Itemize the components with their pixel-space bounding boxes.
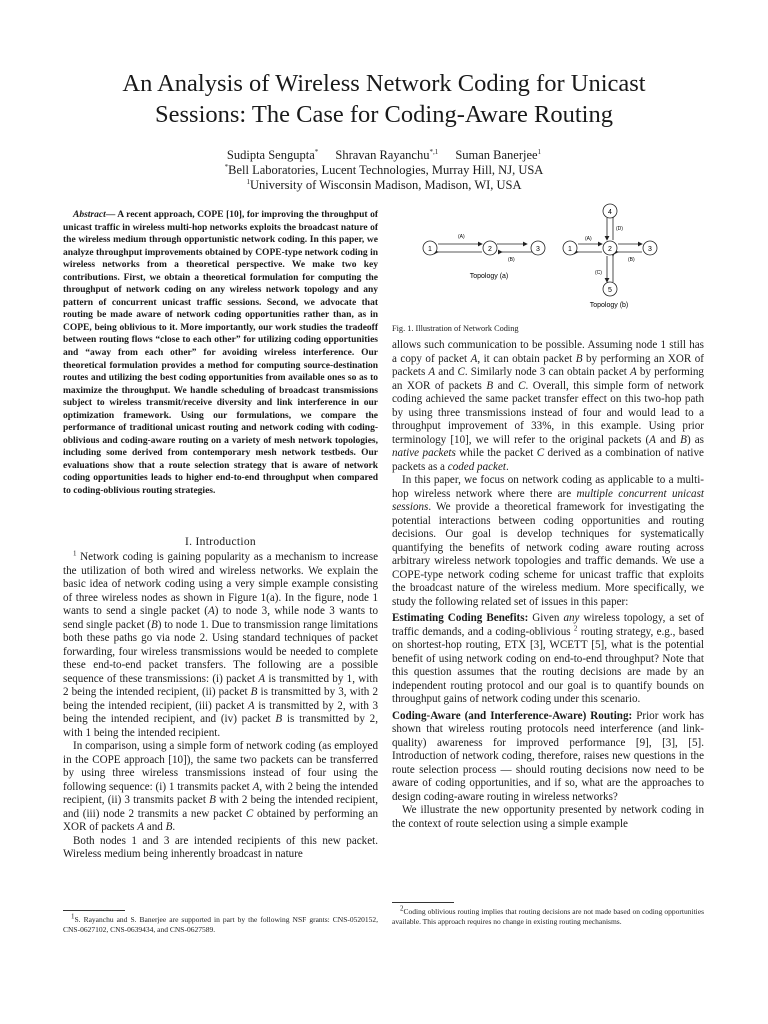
section-heading-introduction: I. Introduction <box>185 536 256 548</box>
svg-text:2: 2 <box>608 246 612 253</box>
intro-paragraph-1: $^1$ Network coding is gaining popularity as a mechanism to increase the utilization of both wired and wireless networks. We explain the basic idea of network coding using a very simple example consisting of three wireless nodes as shown in Figure 1(a). In the figure, node 1 wants to send a single packet (A) to node 3, while node 3 wants to send single packet (B) to node 1. Due to transmission range limitations both these paths go via node 2. Using standard techniques of packet forwarding, four wireless transmissions would be needed to complete these end-to-end packet transfers. The following are a possible sequence of these transmissions: (i) packet A is transmitted by 1, with 2 being the intended recipient, (ii) packet B is transmitted by 3, with 2 being the intended recipient, (iii) packet A is transmitted by 2, with 3 being the intended recipient, and (iv) packet B is transmitted by 2, with 1 being the intended recipient. <box>63 549 379 739</box>
footnote-rule-right <box>392 902 454 903</box>
footnote-2: $^2$Coding oblivious routing implies that routing decisions are not made based on coding opportunities available. This approach requires no change in existing routing mechanisms. <box>392 904 704 926</box>
right-paragraph-2: In this paper, we focus on network coding as applicable to a multi-hop wireless network where there are multiple concurrent unicast sessions. We provide a theoretical framework for investigating the potential interactions between coding opportunities and routing decisions. Our goal is develop techniques for systematically quantifying the benefits of network coding aware routing across arbitrary wireless network topologies and traffic demands. We use a COPE-type network coding scheme for unicast traffic that exploits the broadcast nature of the wireless medium. More specifically, we study the following related set of issues in this paper: <box>392 474 704 608</box>
svg-text:1: 1 <box>428 246 432 253</box>
author-3: Suman Banerjee <box>455 148 538 162</box>
right-paragraph-1: allows such communication to be possible. Assuming node 1 still has a copy of packet A, it can obtain packet B by performing an XOR of packets A and C. Similarly node 3 can obtain packet A by performing an XOR of packets B and C. Overall, this simple form of network coding achieved the same packet transfer effect on this two-hop path by using three transmissions instead of four and would lead to a throughput improvement of 33%, in this example. Using prior terminology [10], we will refer to the original packets (A and B) as native packets while the packet C derived as a combination of native packets as a coded packet. <box>392 339 704 473</box>
title-line-1: An Analysis of Wireless Network Coding for Unicast <box>122 70 646 97</box>
svg-text:(B): (B) <box>508 257 515 263</box>
affiliation-1: *Bell Laboratories, Lucent Technologies, Murray Hill, NJ, USA <box>224 162 544 177</box>
svg-text:(A): (A) <box>585 236 592 242</box>
author-3-mark: 1 <box>537 147 542 156</box>
title-line-2: Sessions: The Case for Coding-Aware Routing <box>155 101 613 128</box>
svg-text:2: 2 <box>488 246 492 253</box>
paper-title <box>60 68 708 130</box>
author-2: Shravan Rayanchu <box>335 148 430 162</box>
intro-paragraph-3: Both nodes 1 and 3 are intended recipients of this new packet. Wireless medium being inherently broadcast in nature <box>63 834 378 860</box>
right-column-text <box>392 339 704 831</box>
svg-text:(B): (B) <box>628 257 635 263</box>
author-1: Sudipta Sengupta <box>226 148 315 162</box>
abstract-label: Abstract <box>73 210 106 220</box>
topology-a <box>423 234 545 280</box>
topology-b-label: Topology (b) <box>589 302 629 309</box>
network-coding-figure <box>392 200 712 318</box>
svg-text:4: 4 <box>608 209 612 216</box>
svg-text:3: 3 <box>536 246 540 253</box>
svg-text:(A): (A) <box>458 234 465 240</box>
svg-text:(C): (C) <box>595 270 602 276</box>
author-2-mark: *,1 <box>429 147 439 156</box>
footnote-1: $^1$S. Rayanchu and S. Banerjee are supported in part by the following NSF grants: CNS-0520152, CNS-0627102, CNS-0639434, and CNS-0627589. <box>63 912 378 934</box>
estimating-coding-benefits: Estimating Coding Benefits: Given any wireless topology, a set of traffic demands, and a coding-oblivious $^2$ routing strategy, e.g., based on shortest-hop routing, ETX [3], WCETT [5], what is the potential benefit of using network coding on end-to-end throughput? Note that this question assumes that the routing decisions are made by an independent routing protocol and our goal is to quantify bounds on throughput gains of network coding under this scenario. <box>392 612 704 705</box>
author-1-mark: * <box>314 147 319 156</box>
figure-caption: Fig. 1. Illustration of Network Coding <box>392 324 519 333</box>
abstract-text: — A recent approach, COPE [10], for improving the throughput of unicast traffic in wireless multi-hop networks exploits the broadcast nature of the wireless medium through opportunistic network coding. In this paper, we analyze throughput improvements obtained by COPE-type network coding in wireless networks from a theoretical perspective. We make two key contributions. First, we obtain a theoretical formulation for computing the throughput of network coding on any wireless network topology and any pattern of concurrent unicast traffic sessions. Second, we advocate that routing be made aware of network coding opportunities rather than, as in COPE, being oblivious to it. More importantly, our work studies the tradeoff between routing flows “close to each other” for utilizing coding opportunities and “away from each other” for avoiding wireless interference. Our theoretical formulation provides a method for computing source-destination routes and utilizing the best coding opportunities from available ones so as to maximize the throughput. We handle scheduling of broadcast transmissions subject to wireless transmit/receive diversity and link interference in our optimization framework. Using our formulations, we compare the performance of traditional unicast routing and network coding with coding-oblivious and coding-aware routing on a variety of mesh network topologies, including some derived from contemporary mesh network testbeds. Our evaluations show that a route selection strategy that is aware of network coding opportunities leads to higher end-to-end throughput when compared to coding-oblivious routing strategies. <box>63 210 378 497</box>
right-paragraph-last: We illustrate the new opportunity presented by network coding in the context of route selection using a simple example <box>392 804 704 830</box>
topology-a-label: Topology (a) <box>469 273 509 280</box>
affiliation-2: $^1$University of Wisconsin Madison, Madison, WI, USA <box>246 177 522 192</box>
topology-b <box>563 204 657 309</box>
footnote-rule-left <box>63 910 125 911</box>
intro-paragraph-2: In comparison, using a simple form of network coding (as employed in the COPE approach [10]), the same two packets can be transferred by using three wireless transmissions instead of four using the following sequence: (i) 1 transmits packet A, with 2 being the intended recipient, (ii) 3 transmits packet B with 2 being the intended recipient, and (iii) node 2 transmits a new packet C obtained by performing an XOR of packets A and B. <box>63 740 379 833</box>
author-block <box>60 148 708 193</box>
svg-text:3: 3 <box>648 246 652 253</box>
abstract <box>63 209 378 498</box>
svg-text:1: 1 <box>568 246 572 253</box>
svg-text:5: 5 <box>608 287 612 294</box>
author-names <box>60 148 708 163</box>
svg-text:(D): (D) <box>616 226 623 232</box>
coding-aware-routing: Coding-Aware (and Interference-Aware) Routing: Prior work has shown that wireless routing protocols need interference (and link-quality) awareness for improved performance [9], [3], [5]. Introduction of network coding, therefore, raises new questions in the route selection process — should routing decisions now need to be aware of coding opportunities, and if so, what are the approaches to design coding-aware routing in wireless networks? <box>392 709 704 803</box>
introduction-text <box>63 551 378 862</box>
